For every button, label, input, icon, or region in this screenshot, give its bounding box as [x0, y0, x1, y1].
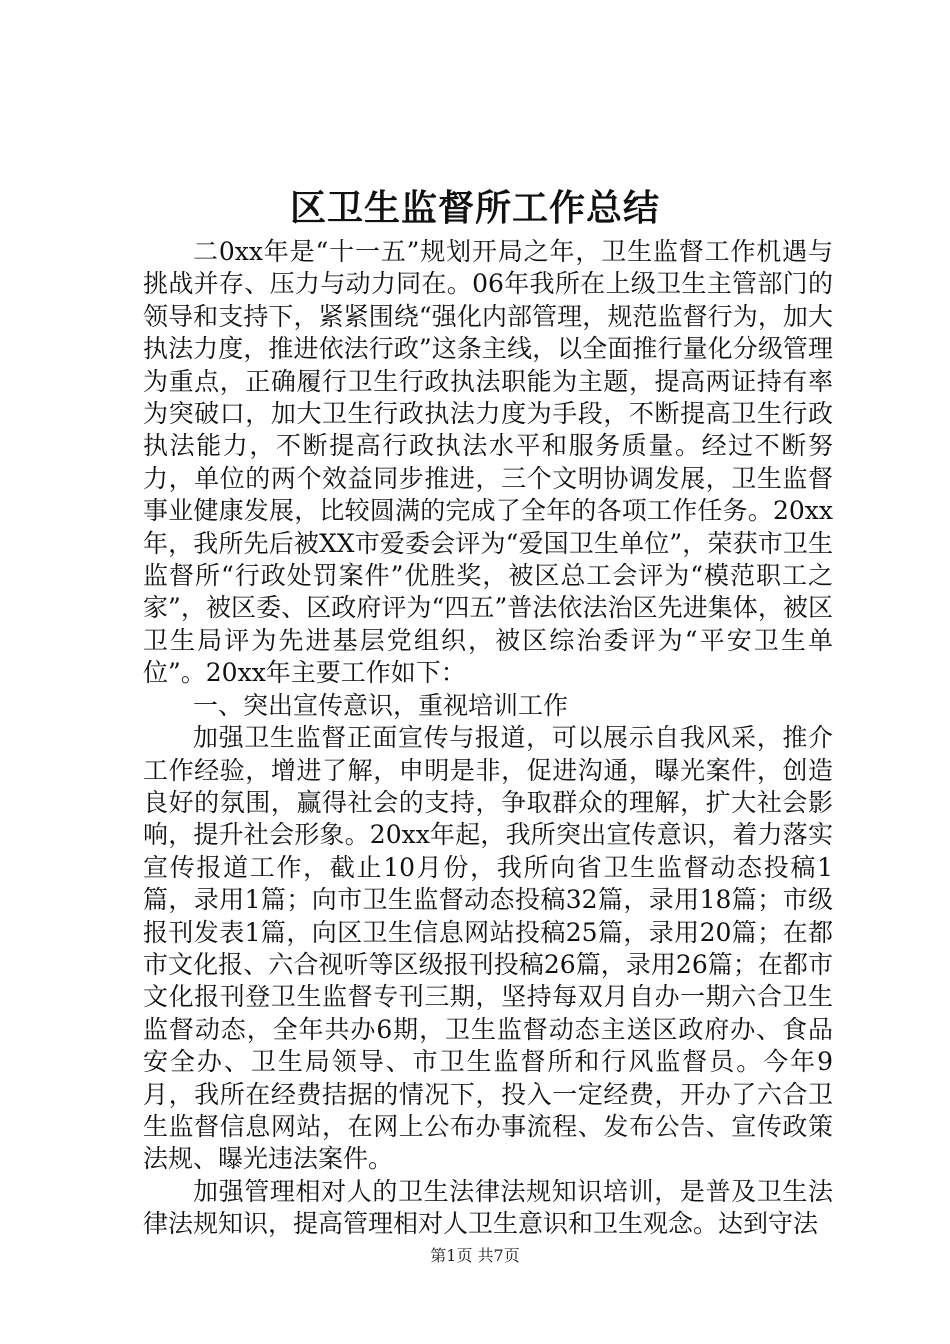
document-body: [143, 236, 833, 1241]
body-paragraph-training: 加强管理相对人的卫生法律法规知识培训，是普及卫生法律法规知识，提高管理相对人卫生意识和卫生观念。达到守法: [143, 1176, 833, 1239]
page-number-footer: 第1页 共7页: [430, 1246, 520, 1265]
body-paragraph-intro: 二0xx年是“十一五”规划开局之年，卫生监督工作机遇与挑战并存、压力与动力同在。06年我所在上级卫生主管部门的领导和支持下，紧紧围绕“强化内部管理，规范监督行为，加大执法力度，推进依法行政”这条主线，以全面推行量化分级管理为重点，正确履行卫生行政执法职能为主题，提高两证持有率为突破口，加大卫生行政执法力度为手段，不断提高卫生行政执法能力，不断提高行政执法水平和服务质量。经过不断努力，单位的两个效益同步推进，三个文明协调发展，卫生监督事业健康发展，比较圆满的完成了全年的各项工作任务。20xx年，我所先后被XX市爱委会评为“爱国卫生单位”，荣获市卫生监督所“行政处罚案件”优胜奖，被区总工会评为“模范职工之家”，被区委、区政府评为“四五”普法依法治区先进集体，被区卫生局评为先进基层党组织，被区综治委评为“平安卫生单位”。20xx年主要工作如下：: [143, 237, 833, 688]
document-title: 区卫生监督所工作总结: [289, 187, 660, 229]
section-heading-1: 一、突出宣传意识，重视培训工作: [193, 690, 569, 720]
body-paragraph-publicity: 加强卫生监督正面宣传与报道，可以展示自我风采，推介工作经验，增进了解，申明是非，促进沟通，曝光案件，创造良好的氛围，赢得社会的支持，争取群众的理解，扩大社会影响，提升社会形象。20xx年起，我所突出宣传意识，着力落实宣传报道工作，截止10月份，我所向省卫生监督动态投稿1篇，录用1篇；向市卫生监督动态投稿32篇，录用18篇；市级报刊发表1篇，向区卫生信息网站投稿25篇，录用20篇；在都市文化报、六合视听等区级报刊投稿26篇，录用26篇；在都市文化报刊登卫生监督专刊三期，坚持每双月自办一期六合卫生监督动态，全年共办6期，卫生监督动态主送区政府办、食品安全办、卫生局领导、市卫生监督所和行风监督员。今年9月，我所在经费拮据的情况下，投入一定经费，开办了六合卫生监督信息网站，在网上公布办事流程、发布公告、宣传政策法规、曝光违法案件。: [143, 723, 833, 1174]
